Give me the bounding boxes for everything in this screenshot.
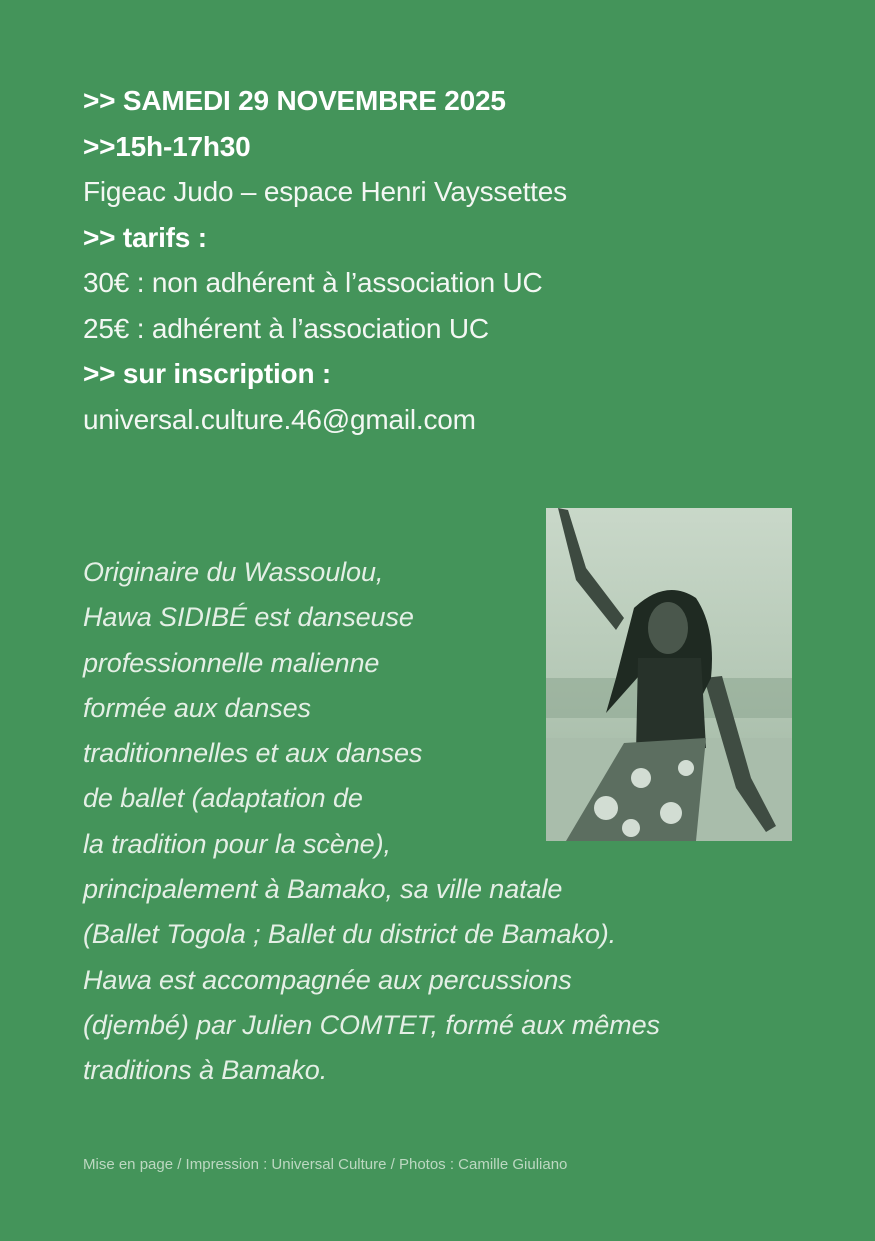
event-time: >>15h-17h30 [83, 130, 251, 162]
event-venue: Figeac Judo – espace Henri Vayssettes [83, 176, 567, 207]
bio-line: (djembé) par Julien COMTET, formé aux mêmes [83, 1009, 660, 1040]
tarifs-heading: >> tarifs : [83, 221, 207, 253]
bio-line: Originaire du Wassoulou, [83, 557, 384, 587]
bio-line: professionnelle malienne [83, 647, 380, 678]
bio-line: principalement à Bamako, sa ville natale [83, 874, 563, 905]
artist-bio [83, 550, 803, 1094]
bio-line: formée aux danses [83, 692, 311, 723]
bio-line: Hawa est accompagnée aux percussions [83, 964, 572, 995]
registration-heading: >> sur inscription : [83, 358, 332, 389]
event-date: >> SAMEDI 29 NOVEMBRE 2025 [83, 85, 506, 116]
bio-line: (Ballet Togola ; Ballet du district de Bamako). [83, 919, 617, 950]
price-non-member: 30€ : non adhérent à l’association UC [83, 267, 543, 298]
event-info [83, 78, 803, 442]
bio-line: traditions à Bamako. [83, 1055, 328, 1086]
bio-line: la tradition pour la scène), [83, 828, 391, 859]
price-member: 25€ : adhérent à l’association UC [83, 312, 489, 344]
bio-line: traditionnelles et aux danses [83, 738, 423, 769]
credits-footer: Mise en page / Impression : Universal Culture / Photos : Camille Giuliano [83, 1156, 568, 1173]
contact-email[interactable]: universal.culture.46@gmail.com [83, 403, 476, 435]
bio-line: Hawa SIDIBÉ est danseuse [83, 602, 414, 633]
bio-line: de ballet (adaptation de [83, 783, 363, 814]
